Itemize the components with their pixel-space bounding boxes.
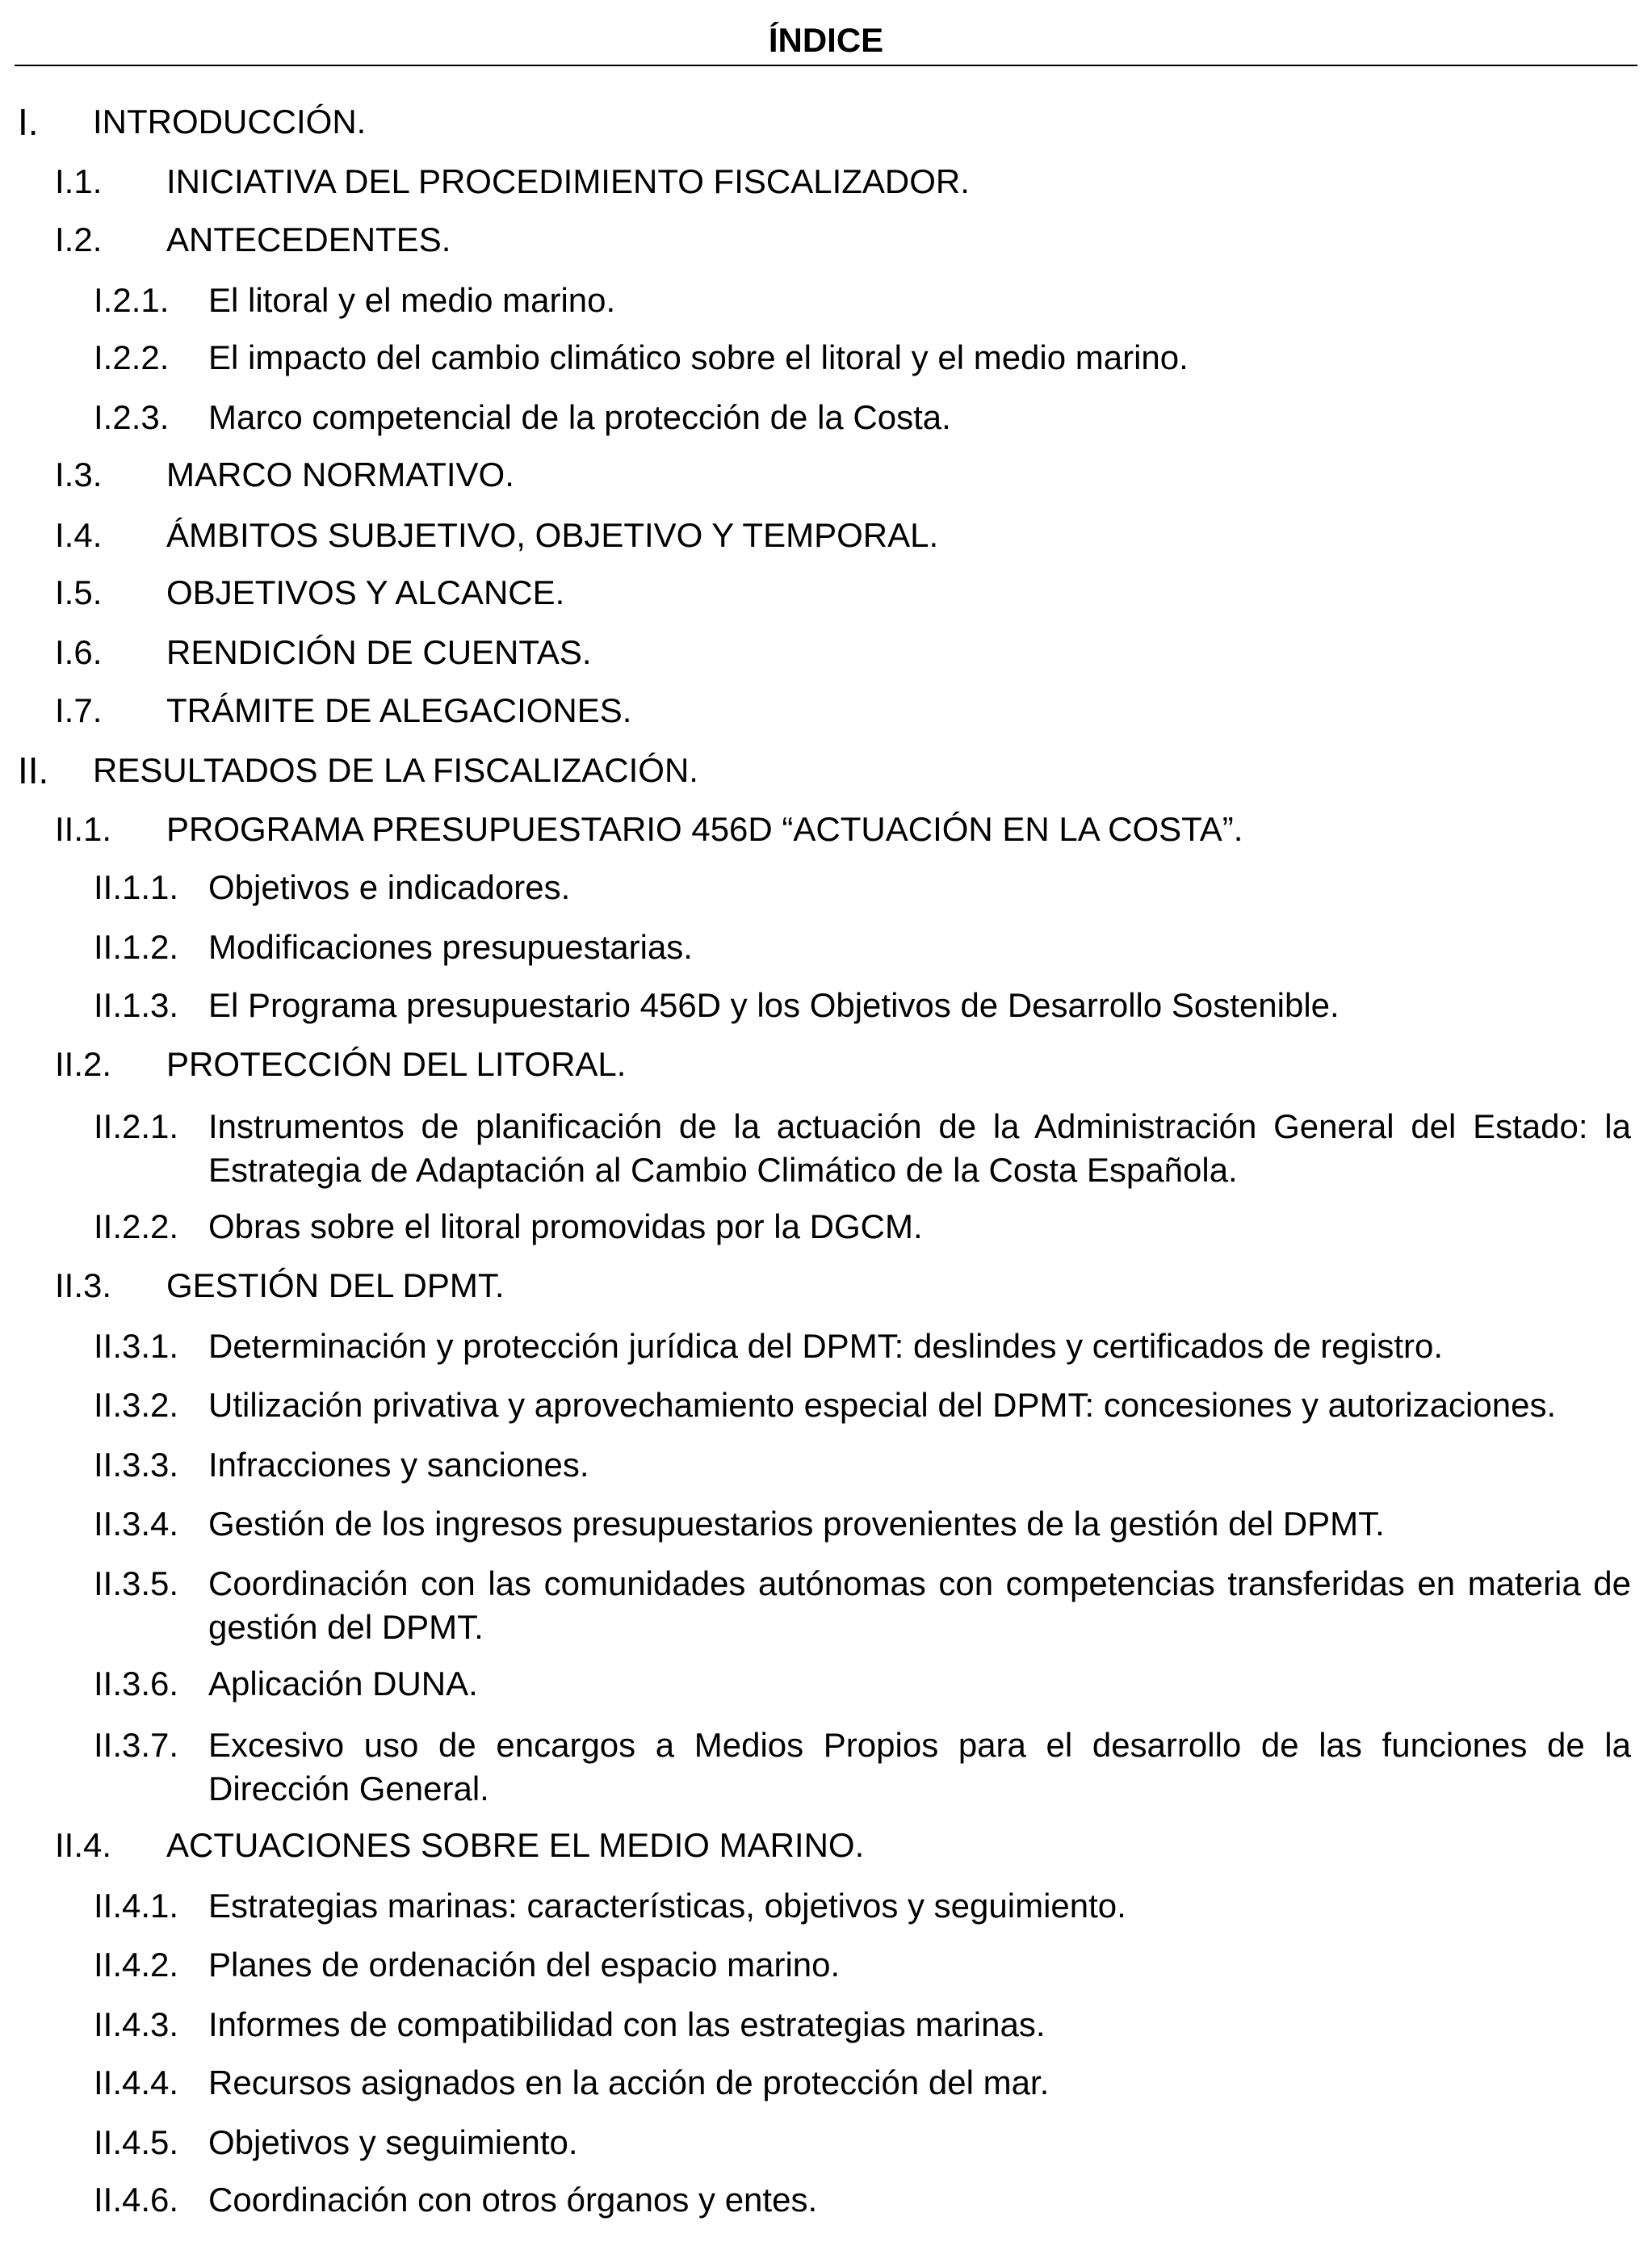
toc-text: OBJETIVOS Y ALCANCE. — [166, 573, 565, 611]
toc-number: II.4.3. — [94, 2005, 179, 2043]
toc-text: Estrategias marinas: características, objetivos y seguimiento. — [208, 1887, 1126, 1925]
toc-text: PROGRAMA PRESUPUESTARIO 456D “ACTUACIÓN EN LA COSTA”. — [166, 810, 1243, 848]
toc-number: I.7. — [55, 691, 103, 729]
toc-text: ANTECEDENTES. — [166, 220, 451, 258]
toc-text: Obras sobre el litoral promovidas por la DGCM. — [208, 1207, 923, 1245]
toc-text: Objetivos e indicadores. — [208, 868, 571, 906]
toc-text: Coordinación con las comunidades autónomas con competencias transferidas en materia de gestión del DPMT. — [208, 1564, 1631, 1646]
toc-text: RENDICIÓN DE CUENTAS. — [166, 633, 592, 671]
toc-number: II.1.2. — [94, 928, 179, 966]
toc-number: I.3. — [55, 456, 103, 493]
toc-number: II.4.2. — [94, 1946, 179, 1984]
toc-text: Gestión de los ingresos presupuestarios provenientes de la gestión del DPMT. — [208, 1505, 1385, 1543]
toc-number: II.3. — [55, 1266, 112, 1304]
toc-text: ACTUACIONES SOBRE EL MEDIO MARINO. — [166, 1826, 865, 1864]
toc-number: II.3.2. — [94, 1386, 179, 1424]
toc-text: El impacto del cambio climático sobre el litoral y el medio marino. — [208, 338, 1189, 376]
toc-text: Infracciones y sanciones. — [208, 1446, 589, 1484]
title-divider — [15, 65, 1637, 66]
toc-number: II.2.1. — [94, 1107, 179, 1145]
toc-number: II.3.6. — [94, 1665, 179, 1702]
toc-text: El litoral y el medio marino. — [208, 281, 616, 319]
toc-number: II.2. — [55, 1045, 112, 1083]
toc-number: II.4.6. — [94, 2181, 179, 2219]
toc-text: MARCO NORMATIVO. — [166, 456, 514, 493]
toc-text: ÁMBITOS SUBJETIVO, OBJETIVO Y TEMPORAL. — [166, 516, 939, 554]
toc-text: Aplicación DUNA. — [208, 1665, 478, 1702]
toc-number: II.1. — [55, 810, 112, 848]
toc-number: II.3.3. — [94, 1446, 179, 1484]
toc-number: II.2.2. — [94, 1207, 179, 1245]
toc-text: Coordinación con otros órganos y entes. — [208, 2181, 818, 2219]
toc-text: TRÁMITE DE ALEGACIONES. — [166, 691, 632, 729]
toc-text: Excesivo uso de encargos a Medios Propios para el desarrollo de las funciones de la Dirección General. — [208, 1726, 1631, 1807]
toc-number: II.1.3. — [94, 986, 179, 1024]
toc-text: Objetivos y seguimiento. — [208, 2123, 578, 2161]
page-title: ÍNDICE — [768, 21, 884, 59]
toc-number: I.5. — [55, 573, 103, 611]
toc-number: I.4. — [55, 516, 103, 554]
toc-number: I.2.2. — [94, 338, 170, 376]
toc-text: PROTECCIÓN DEL LITORAL. — [166, 1045, 627, 1083]
toc-text: Instrumentos de planificación de la actuación de la Administración General del Estado: la Estrategia de Adaptación al Cambio Climático de la Costa Española. — [208, 1107, 1631, 1189]
toc-number: I.2.1. — [94, 281, 170, 319]
toc-number: II.1.1. — [94, 868, 179, 906]
toc-text: El Programa presupuestario 456D y los Objetivos de Desarrollo Sostenible. — [208, 986, 1340, 1024]
toc-text: Determinación y protección jurídica del DPMT: deslindes y certificados de registro. — [208, 1327, 1444, 1365]
toc-text: Marco competencial de la protección de la Costa. — [208, 398, 951, 436]
toc-text: Utilización privativa y aprovechamiento especial del DPMT: concesiones y autorizaciones. — [208, 1386, 1557, 1424]
toc-number: II.4.1. — [94, 1887, 179, 1925]
toc-text: Informes de compatibilidad con las estrategias marinas. — [208, 2005, 1046, 2043]
toc-number: II.3.1. — [94, 1327, 179, 1365]
toc-number: I.6. — [55, 633, 103, 671]
toc-text: INICIATIVA DEL PROCEDIMIENTO FISCALIZADOR. — [166, 162, 970, 200]
toc-number: II.3.5. — [94, 1564, 179, 1602]
toc-number: II.3.7. — [94, 1726, 179, 1764]
toc-number: II. — [18, 749, 49, 791]
toc-number: I.2. — [55, 220, 103, 258]
toc-number: II.4. — [55, 1826, 112, 1864]
toc-text: Recursos asignados en la acción de protección del mar. — [208, 2064, 1050, 2101]
toc-number: II.3.4. — [94, 1505, 179, 1543]
toc-number: II.4.4. — [94, 2064, 179, 2101]
toc-text: Modificaciones presupuestarias. — [208, 928, 693, 966]
toc-text: Planes de ordenación del espacio marino. — [208, 1946, 841, 1984]
toc-text: GESTIÓN DEL DPMT. — [166, 1266, 505, 1304]
toc-number: I.1. — [55, 162, 103, 200]
toc-number: II.4.5. — [94, 2123, 179, 2161]
toc-text: INTRODUCCIÓN. — [93, 103, 367, 141]
toc-text: RESULTADOS DE LA FISCALIZACIÓN. — [93, 751, 698, 789]
toc-number: I. — [18, 101, 39, 143]
toc-number: I.2.3. — [94, 398, 170, 436]
